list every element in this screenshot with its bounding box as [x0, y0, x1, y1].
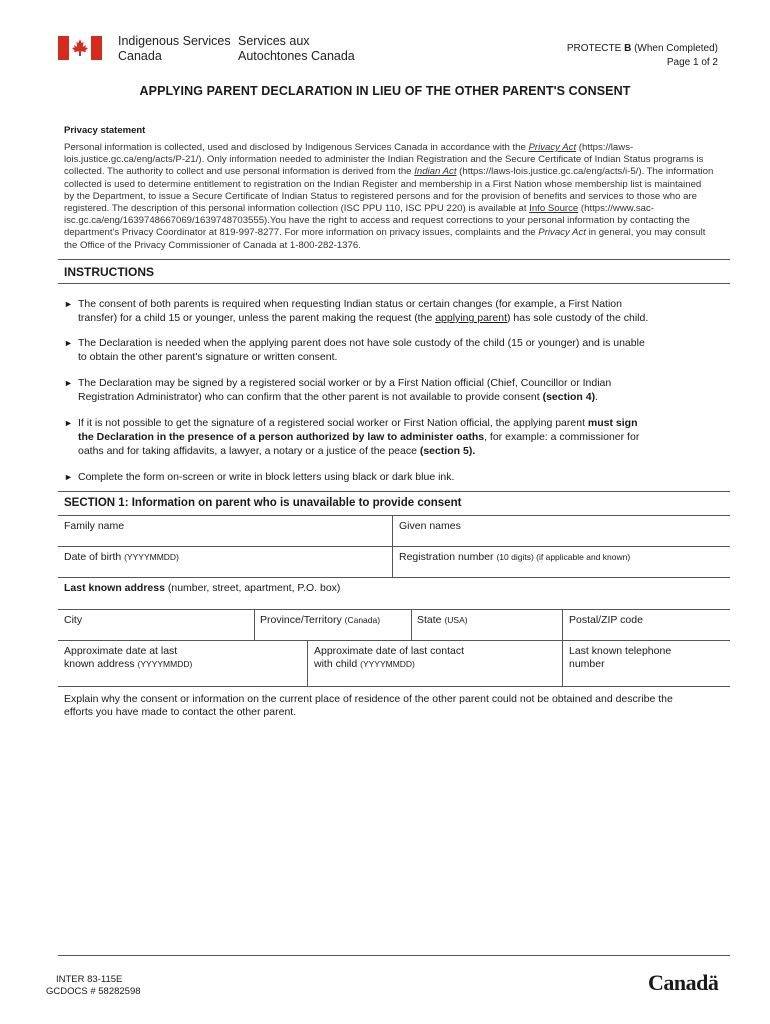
instruction-item-3 [64, 376, 714, 404]
state-note: (USA) [444, 615, 468, 625]
approx-address-label: known address [64, 658, 135, 670]
canada-wordmark: Canadä [648, 970, 719, 995]
date-format: (YYYYMMDD) [137, 659, 193, 669]
instruction-text: to obtain the other parent's signature or written consent. [78, 351, 338, 363]
divider [58, 259, 730, 260]
instruction-item-5 [64, 470, 714, 484]
page-title: APPLYING PARENT DECLARATION IN LIEU OF THE OTHER PARENT'S CONSENT [139, 84, 631, 98]
state-label: State [417, 614, 442, 626]
instruction-text: If it is not possible to get the signature of a registered social worker or First Nation official, the applying parent [78, 417, 588, 429]
dept-en-line2: Canada [118, 49, 162, 63]
family-name-field[interactable]: Family name [64, 520, 125, 532]
form-divider [392, 515, 393, 577]
gcdocs-number: GCDOCS # 58282598 [46, 986, 141, 997]
instruction-text: The consent of both parents is required when requesting Indian status or certain changes (for example, a First Nation [78, 298, 622, 310]
dob-label: Date of birth [64, 551, 122, 563]
city-field[interactable]: City [64, 614, 83, 626]
telephone-field[interactable] [569, 645, 671, 671]
section-ref: (section 4) [542, 391, 596, 403]
phone-label: Last known telephone [569, 645, 672, 657]
dept-en-line1: Indigenous Services [118, 34, 231, 48]
form-line [58, 609, 730, 610]
form-code [46, 974, 141, 998]
footer-divider [58, 955, 730, 956]
form-line [58, 640, 730, 641]
form-line [58, 546, 730, 547]
phone-label: number [569, 658, 605, 670]
bullet-arrow-icon: ► [64, 378, 73, 388]
bullet-arrow-icon: ► [64, 338, 73, 348]
bullet-arrow-icon: ► [64, 418, 73, 428]
dept-fr-line1: Services aux [238, 34, 310, 48]
date-format: (YYYYMMDD) [360, 659, 415, 669]
protected-prefix: PROTECTE [566, 43, 625, 54]
province-note: (Canada) [344, 615, 381, 625]
privacy-act-ref: Privacy Act [538, 227, 586, 239]
form-divider [411, 609, 412, 640]
instruction-text: transfer) for a child 15 or younger, unless the parent making the request (the [78, 312, 436, 324]
approx-date-address-field[interactable] [64, 645, 192, 671]
bullet-arrow-icon: ► [64, 299, 73, 309]
registration-number-field[interactable] [399, 551, 630, 564]
form-divider [562, 609, 563, 686]
address-note: (number, street, apartment, P.O. box) [164, 582, 341, 594]
privacy-text-2: (https://laws-lois.justice.gc.ca/eng/acts/P-21/). Only information needed to administer the Indian Registration and the Secure Certificate of Indian Status programs is collected. The authority to collect and use personal information is derived from the [64, 142, 704, 178]
instruction-text: oaths and for taking affidavits, a lawyer, a notary or a justice of the peace [78, 445, 420, 457]
info-source-link[interactable]: Info Source [529, 203, 579, 215]
approx-contact-label: with child [314, 658, 358, 670]
privacy-act-link[interactable]: Privacy Act [528, 142, 577, 153]
postal-code-field[interactable]: Postal/ZIP code [569, 614, 643, 626]
privacy-text-1: Personal information is collected, used and disclosed by Indigenous Services Canada in accordance with the [64, 142, 529, 153]
divider [58, 491, 730, 492]
dob-format: (YYYYMMDD) [124, 552, 179, 562]
date-of-birth-field[interactable] [64, 551, 179, 564]
divider [58, 283, 730, 284]
indian-act-link[interactable]: Indian Act [414, 166, 457, 178]
section-ref: (section 5). [419, 445, 476, 457]
given-names-field[interactable]: Given names [399, 520, 461, 532]
instruction-bold: the Declaration in the presence of a person authorized by law to administer oaths [78, 431, 485, 443]
protection-label [567, 42, 718, 70]
privacy-statement [64, 142, 714, 252]
privacy-text-3: (https://laws-lois.justice.gc.ca/eng/acts/i-5/). The information collected is used to determine entitlement to registration on the Indian Register and membership in a First Nation whose membership list is maintained by the Department, to issue a Secure Certificate of Indian Status to registered persons and for the provision of benefits and services to those who are registered. The description of this personal information collection (ISC PPU 110, ISC PPU 220) is available at [64, 166, 714, 215]
address-label: Last known address [64, 582, 165, 594]
explanation-field[interactable] [64, 693, 724, 719]
dept-fr-line2: Autochtones Canada [238, 49, 355, 63]
page-number: Page 1 of 2 [666, 57, 718, 68]
state-field[interactable] [417, 614, 468, 627]
privacy-text-5: in general, you may consult the Office of the Privacy Commissioner of Canada at 1-800-282-1376. [64, 227, 706, 251]
last-known-address-field[interactable] [64, 582, 340, 595]
protected-suffix: (When Completed) [631, 43, 718, 54]
instruction-text: . [595, 391, 599, 403]
privacy-text-4: (https://www.sac-isc.gc.ca/eng/1639748667069/1639748703555).You have the right to access and request corrections to your personal information by contacting the department's Privacy Coordinator at 819-997-8277. For more information on privacy issues, complaints and the [64, 203, 690, 239]
province-field[interactable] [260, 614, 380, 627]
approx-date-contact-field[interactable] [314, 645, 464, 671]
instruction-item-1 [64, 297, 714, 325]
section-1-heading: SECTION 1: Information on parent who is unavailable to provide consent [64, 497, 462, 509]
instruction-text: The Declaration is needed when the applying parent does not have sole custody of the child (15 or younger) and is unable [78, 337, 645, 349]
instruction-text: The Declaration may be signed by a registered social worker or by a First Nation official (Chief, Councillor or Indian [78, 377, 612, 389]
department-name-en [118, 34, 231, 64]
instruction-text: ) has sole custody of the child. [507, 312, 649, 324]
approx-contact-label: Approximate date of last contact [314, 645, 464, 657]
form-line [58, 515, 730, 516]
department-name-fr [238, 34, 355, 64]
approx-address-label: Approximate date at last [64, 645, 178, 657]
instructions-heading: INSTRUCTIONS [64, 265, 154, 279]
reg-no-label: Registration number [399, 551, 494, 563]
form-line [58, 577, 730, 578]
explain-label: efforts you have made to contact the other parent. [64, 706, 297, 718]
form-number: INTER 83-115E [56, 974, 123, 985]
form-divider [307, 640, 308, 686]
reg-no-note: (10 digits) (if applicable and known) [496, 552, 631, 562]
explain-label: Explain why the consent or information on the current place of residence of the other parent could not be obtained and describe the [64, 693, 673, 705]
privacy-heading: Privacy statement [64, 125, 146, 136]
instruction-item-4 [64, 416, 714, 458]
form-divider [254, 609, 255, 640]
form-line [58, 686, 730, 687]
instruction-text: , for example: a commissioner for [484, 431, 640, 443]
instruction-item-2 [64, 336, 714, 364]
instruction-text: Registration Administrator) who can confirm that the other parent is not available to provide consent [78, 391, 543, 403]
bullet-arrow-icon: ► [64, 472, 73, 482]
province-label: Province/Territory [260, 614, 342, 626]
applying-parent-term: applying parent [435, 312, 508, 324]
protected-letter: B [624, 43, 632, 54]
page-header [58, 34, 718, 68]
instruction-bold: must sign [587, 417, 638, 429]
canada-flag-icon [58, 36, 102, 60]
instruction-text: Complete the form on-screen or write in block letters using black or dark blue ink. [78, 471, 455, 483]
